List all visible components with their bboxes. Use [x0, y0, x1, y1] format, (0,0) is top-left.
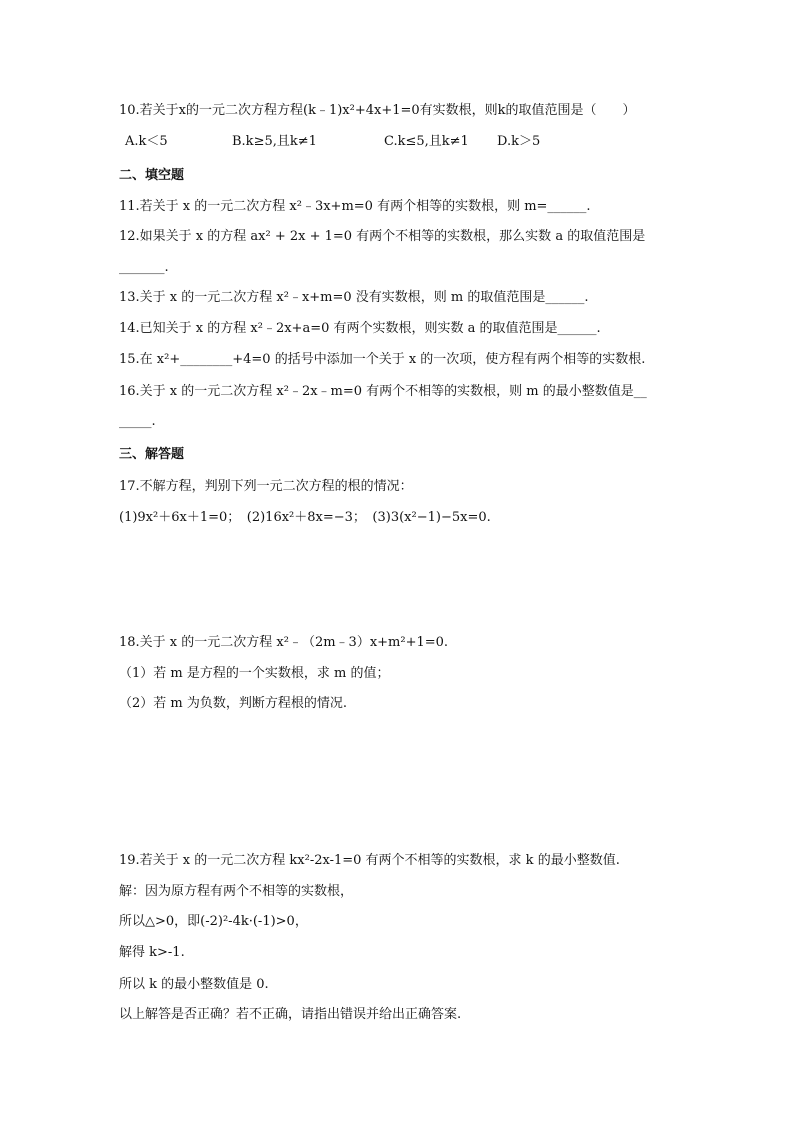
section-title-fill-blank: 二、填空题 [119, 168, 185, 183]
q19-solution-line1: 解：因为原方程有两个不相等的实数根， [119, 884, 354, 899]
q12-line2: _______. [119, 260, 169, 275]
q16-line1: 16.关于 x 的一元二次方程 x²﹣2x﹣m=0 有两个不相等的实数根，则 m 的最小整数值是__ [119, 384, 647, 399]
q10-option-d: D.k＞5 [497, 134, 541, 149]
q17-stem: 17.不解方程，判别下列一元二次方程的根的情况： [119, 479, 413, 494]
q19-solution-line5: 以上解答是否正确？若不正确，请指出错误并给出正确答案. [119, 1007, 462, 1022]
q19-stem: 19.若关于 x 的一元二次方程 kx²-2x-1=0 有两个不相等的实数根，求 k 的最小整数值. [119, 853, 620, 868]
q14: 14.已知关于 x 的方程 x²﹣2x+a=0 有两个实数根，则实数 a 的取值范围是______. [119, 321, 601, 336]
q12-line1: 12.如果关于 x 的方程 ax² + 2x + 1=0 有两个不相等的实数根，那么实数 a 的取值范围是 [119, 229, 646, 244]
q16-line2: _____. [119, 414, 156, 429]
q10-option-b: B.k≥5,且k≠1 [232, 134, 317, 149]
q19-solution-line3: 解得 k>-1. [119, 945, 185, 960]
section-title-answer: 三、解答题 [119, 447, 185, 462]
q19-solution-line4: 所以 k 的最小整数值是 0. [119, 977, 269, 992]
q10-option-c: C.k≤5,且k≠1 [384, 134, 469, 149]
q18-part1: （1）若 m 是方程的一个实数根，求 m 的值； [119, 666, 390, 681]
q18-stem: 18.关于 x 的一元二次方程 x²﹣（2m﹣3）x+m²+1=0. [119, 635, 449, 650]
q13: 13.关于 x 的一元二次方程 x²﹣x+m=0 没有实数根，则 m 的取值范围是______. [119, 290, 589, 305]
q11: 11.若关于 x 的一元二次方程 x²﹣3x+m=0 有两个相等的实数根，则 m=______. [119, 199, 591, 214]
q19-solution-line2: 所以△>0，即(-2)²-4k·(-1)>0， [119, 914, 308, 929]
q17-parts: (1)9x²＋6x＋1=0； (2)16x²＋8x=−3； (3)3(x²−1)−5x=0. [119, 510, 491, 525]
q10-option-a: A.k＜5 [125, 134, 168, 149]
q18-part2: （2）若 m 为负数，判断方程根的情况. [119, 696, 347, 711]
q10-stem: 10.若关于x的一元二次方程方程(k﹣1)x²+4x+1=0有实数根，则k的取值范围是（ ） [119, 103, 636, 118]
q15: 15.在 x²+________+4=0 的括号中添加一个关于 x 的一次项，使方程有两个相等的实数根. [119, 352, 646, 367]
